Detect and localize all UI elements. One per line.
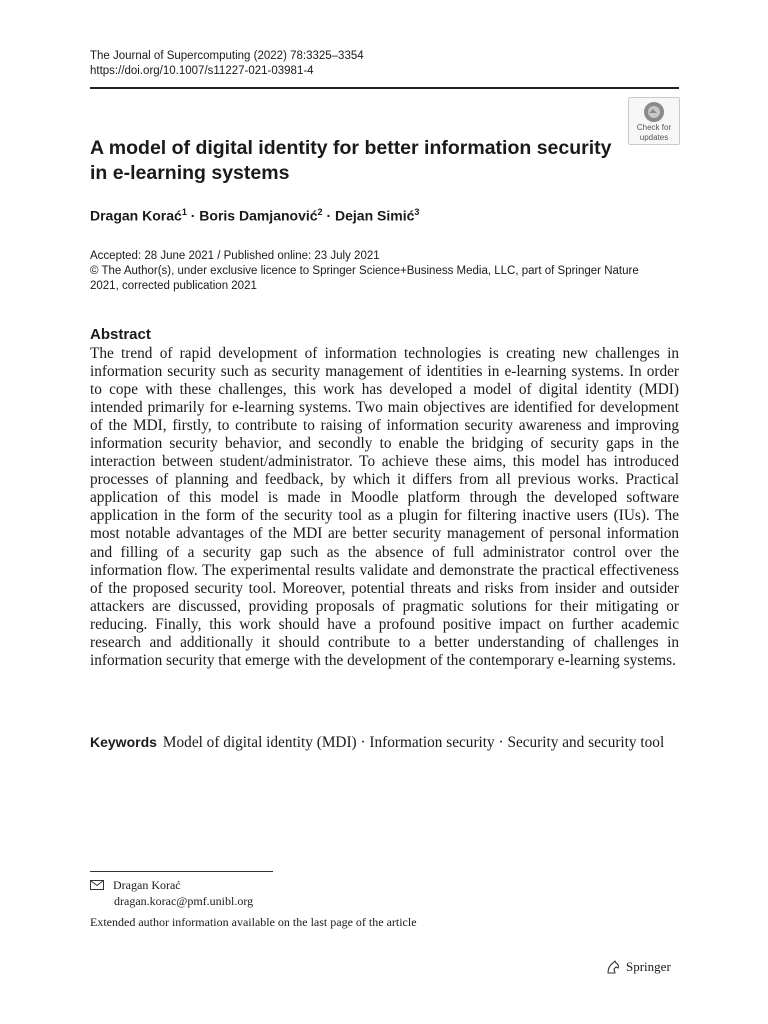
badge-line-2: updates [639, 132, 669, 142]
publisher-name: Springer [626, 959, 671, 974]
abstract-heading: Abstract [90, 326, 151, 343]
copyright-line: © The Author(s), under exclusive licence to Springer Science+Business Media, LLC, part of Springer Nature [90, 265, 639, 277]
author-name[interactable]: Boris Damjanović [199, 207, 318, 224]
check-for-updates-icon [643, 101, 665, 123]
abstract-text: The trend of rapid development of information technologies is creating new challenges in information security such as security management of identities in e-learning systems. In order to cope with these challenges, this work has developed a model of digital identity (MDI) intended primarily for e-learning systems. Two main objectives are identified for development of the MDI, firstly, to contribute to raising of information security awareness and improving information security behavior, and secondly to enable the bridging of security gaps in the interaction between student/administrator. To achieve these aims, this model has introduced processes of planning and feedback, by which it differs from all previous works. Practical application of this model is made in Moodle platform through the developed software application in the form of the security tool as a plugin for filtering inactive users (IUs). The most notable advantages of the MDI are better security management of personal information and filling of a security gap such as the absence of full administrator control over the information flow. The experimental results validate and demonstrate the practical effectiveness of the proposed security tool. Moreover, potential threats and risks from insider and outsider attackers are discussed, providing proposals of pragmatic solutions for their mitigating or reducing. Finally, this work should have a profound positive impact on further academic research and additionally it should contribute to a better understanding of challenges in information security that emerge with the development of the contemporary e-learning systems. [90, 345, 679, 669]
doi-link[interactable]: https://doi.org/10.1007/s11227-021-03981-4 [90, 65, 314, 77]
author-affiliation: 2 [317, 207, 323, 217]
corresponding-name: Dragan Korać [113, 878, 181, 892]
author-separator: · [322, 207, 336, 224]
author-name[interactable]: Dragan Korać [90, 207, 182, 224]
journal-citation [90, 49, 364, 79]
corresponding-email[interactable]: dragan.korac@pmf.unibl.org [114, 894, 254, 908]
author-separator: · [186, 207, 200, 224]
author-affiliation: 3 [414, 207, 420, 217]
title-line-1: A model of digital identity for better information security [90, 137, 612, 159]
paper-title [90, 136, 620, 186]
copyright-line: 2021, corrected publication 2021 [90, 280, 257, 292]
journal-line: The Journal of Supercomputing (2022) 78:3325–3354 [90, 50, 364, 62]
extended-author-info: Extended author information available on the last page of the article [90, 915, 417, 929]
check-for-updates-badge[interactable] [628, 97, 680, 145]
keywords-label: Keywords [90, 734, 157, 750]
springer-horse-icon [605, 959, 621, 975]
title-line-2: in e-learning systems [90, 162, 290, 184]
corresponding-author [90, 877, 253, 909]
publisher-logo [605, 959, 671, 975]
envelope-icon [90, 880, 104, 890]
author-list [90, 207, 419, 224]
badge-line-1: Check for [636, 123, 672, 132]
keywords-section [90, 733, 679, 752]
header-rule [90, 87, 679, 89]
author-affiliation: 1 [181, 207, 187, 217]
footnote-rule [90, 871, 273, 872]
keywords-text: Model of digital identity (MDI) · Information security · Security and security tool [162, 734, 665, 751]
dates-line: Accepted: 28 June 2021 / Published online: 23 July 2021 [90, 250, 380, 262]
publication-info [90, 249, 639, 294]
author-name[interactable]: Dejan Simić [335, 207, 415, 224]
